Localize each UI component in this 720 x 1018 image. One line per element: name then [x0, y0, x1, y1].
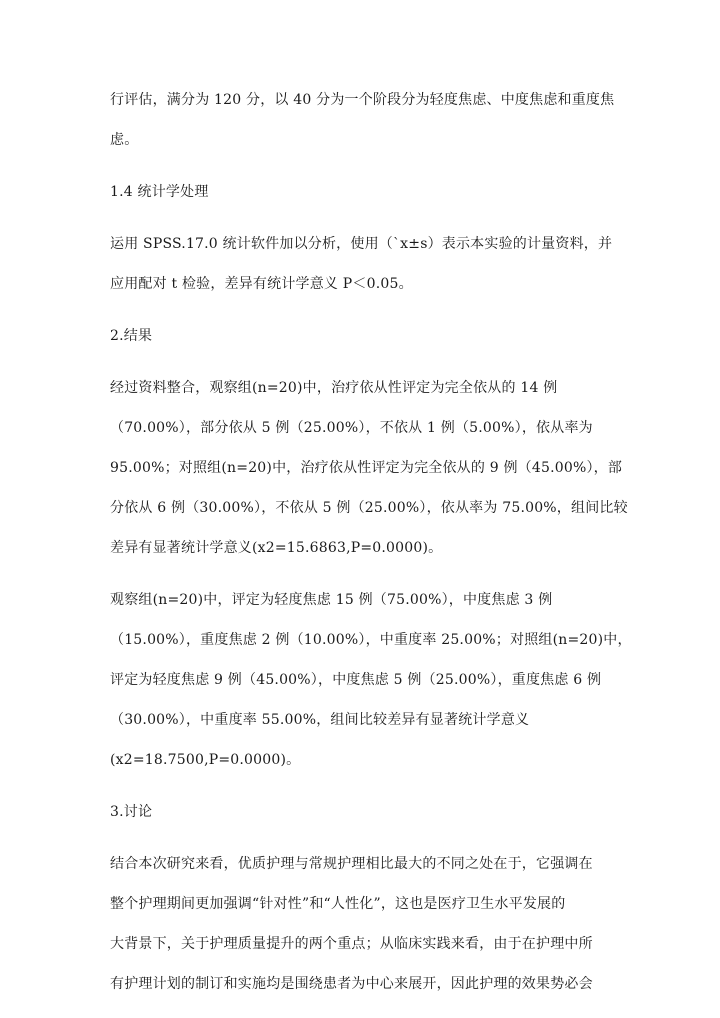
- paragraph-gap: [110, 832, 610, 844]
- text-line: （30.00%），中重度率 55.00%，组间比较差异有显著统计学意义: [110, 712, 530, 728]
- section-heading-results: 2.结果: [110, 328, 153, 344]
- paragraph-compliance-results: [110, 368, 628, 568]
- paragraph-gap: [110, 356, 610, 368]
- text-line: 行评估，满分为 120 分，以 40 分为一个阶段分为轻度焦虑、中度焦虑和重度焦: [110, 92, 615, 108]
- text-line: 观察组(n=20)中，评定为轻度焦虑 15 例（75.00%），中度焦虑 3 例: [110, 592, 553, 608]
- paragraph-statistics-method: [110, 224, 613, 304]
- paragraph-gap: [110, 304, 610, 316]
- paragraph-scale-description: [110, 80, 615, 160]
- text-line: 差异有显著统计学意义(x2=15.6863,P=0.0000)。: [110, 540, 443, 556]
- text-line: 结合本次研究来看，优质护理与常规护理相比最大的不同之处在于，它强调在: [110, 856, 593, 872]
- text-line: (x2=18.7500,P=0.0000)。: [110, 752, 301, 768]
- document-page: [110, 80, 632, 1004]
- paragraph-gap: [110, 212, 610, 224]
- text-line: 大背景下，关于护理质量提升的两个重点；从临床实践来看，由于在护理中所: [110, 936, 593, 952]
- text-line: 虑。: [110, 132, 139, 148]
- text-line: （70.00%），部分依从 5 例（25.00%），不依从 1 例（5.00%），依从率为: [110, 420, 593, 436]
- text-line: 经过资料整合，观察组(n=20)中，治疗依从性评定为完全依从的 14 例: [110, 380, 558, 396]
- text-line: 运用 SPSS.17.0 统计软件加以分析，使用（`x±s）表示本实验的计量资料，并: [110, 236, 613, 252]
- text-line: 应用配对 t 检验，差异有统计学意义 P＜0.05。: [110, 276, 413, 292]
- text-line: 分依从 6 例（30.00%），不依从 5 例（25.00%），依从率为 75.00%，组间比较: [110, 500, 628, 516]
- text-line: （15.00%），重度焦虑 2 例（10.00%），中重度率 25.00%；对照组(n=20)中，: [110, 632, 632, 648]
- section-heading-discussion: 3.讨论: [110, 804, 153, 820]
- paragraph-gap: [110, 568, 610, 580]
- section-heading-statistics: 1.4 统计学处理: [110, 184, 209, 200]
- text-line: 评定为轻度焦虑 9 例（45.00%），中度焦虑 5 例（25.00%），重度焦虑 6 例: [110, 672, 602, 688]
- text-line: 95.00%；对照组(n=20)中，治疗依从性评定为完全依从的 9 例（45.00%），部: [110, 460, 623, 476]
- text-line: 整个护理期间更加强调“针对性”和“人性化”，这也是医疗卫生水平发展的: [110, 896, 566, 912]
- text-line: 有护理计划的制订和实施均是围绕患者为中心来展开，因此护理的效果势必会: [110, 976, 593, 992]
- paragraph-gap: [110, 160, 610, 172]
- paragraph-discussion: [110, 844, 610, 1004]
- paragraph-gap: [110, 780, 610, 792]
- paragraph-anxiety-results: [110, 580, 632, 780]
